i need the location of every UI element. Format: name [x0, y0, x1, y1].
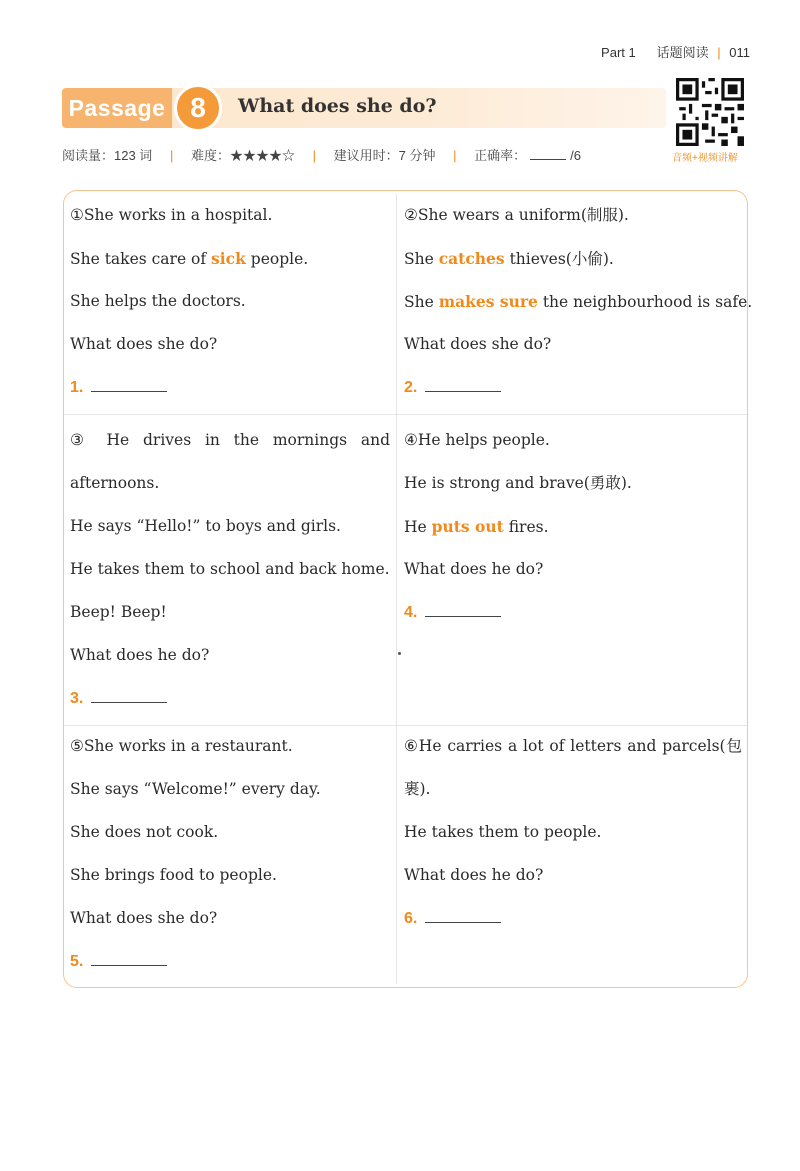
sentence-line: ④He helps people. [404, 431, 550, 449]
sentence-line: What does she do? [404, 335, 552, 353]
section-label: 话题阅读 [656, 45, 709, 60]
word-count: 阅读量：123 词 [62, 148, 153, 163]
page-header [601, 42, 750, 61]
answer-blank[interactable] [91, 391, 167, 392]
sentence-line: What does he do? [70, 646, 210, 664]
part-label: Part 1 [601, 45, 636, 60]
question-number: 1. [70, 379, 84, 396]
sentence-line: He takes them to people. [404, 823, 602, 841]
question-number: 5. [70, 953, 84, 970]
answer-row [404, 897, 742, 940]
answer-row [70, 366, 392, 409]
answer-row [404, 591, 742, 634]
sentence-text: people. [245, 250, 309, 268]
sentence-line [70, 237, 392, 280]
sentence-line: ③ He drives in the mornings and [70, 431, 390, 449]
sentence-line: She says “Welcome!” every day. [70, 780, 321, 798]
passage-number-badge: 8 [174, 84, 222, 132]
sentence-text: fires. [503, 518, 549, 536]
sentence-line: ①She works in a hospital. [70, 206, 273, 224]
sentence-line: He is strong and brave(勇敢). [404, 474, 632, 492]
sentence-text: He [404, 518, 432, 536]
sentence-line: She does not cook. [70, 823, 219, 841]
sentence-line: ⑤She works in a restaurant. [70, 737, 293, 755]
sentence-text: She takes care of [70, 250, 212, 268]
answer-blank[interactable] [425, 922, 501, 923]
difficulty-stars: ★★★★☆ [229, 148, 295, 163]
answer-row [404, 366, 742, 409]
stray-mark [398, 652, 401, 655]
highlighted-phrase: sick [211, 249, 246, 268]
answer-blank[interactable] [425, 616, 501, 617]
sentence-text: thieves(小偷). [504, 250, 614, 268]
sentence-line [404, 237, 742, 280]
sentence-line [404, 280, 753, 323]
answer-row [70, 677, 390, 720]
sentence-line [404, 505, 742, 548]
sentence-line: What does he do? [404, 866, 544, 884]
sentence-line: ②She wears a uniform(制服). [404, 206, 629, 224]
highlighted-phrase: catches [438, 249, 505, 268]
row-divider [64, 414, 747, 415]
question-number: 6. [404, 910, 418, 927]
item-cell-4 [404, 419, 742, 634]
passage-tag: Passage [62, 88, 172, 128]
page-number: 011 [729, 45, 750, 60]
sentence-line: She brings food to people. [70, 866, 277, 884]
suggested-time: 建议用时：7 分钟 [333, 148, 436, 163]
sentence-line: What does he do? [404, 560, 544, 578]
answer-blank[interactable] [425, 391, 501, 392]
sentence-line: ⑥He carries a lot of letters and parcels(包 [404, 737, 742, 755]
header-separator [644, 45, 648, 60]
sentence-line: He takes them to school and back home. [70, 560, 390, 578]
sentence-line: What does she do? [70, 909, 218, 927]
question-number: 3. [70, 690, 84, 707]
qr-caption: 音频+视频讲解 [672, 153, 738, 164]
sentence-text: She [404, 250, 439, 268]
highlighted-phrase: makes sure [438, 292, 538, 311]
column-divider [396, 194, 397, 984]
sentence-line: What does she do? [70, 335, 218, 353]
question-number: 2. [404, 379, 418, 396]
sentence-line: 裹). [404, 780, 431, 798]
sentence-line: afternoons. [70, 474, 160, 492]
accuracy-blank[interactable] [530, 159, 566, 160]
header-separator: | [717, 45, 721, 60]
item-cell-5 [70, 725, 392, 983]
answer-blank[interactable] [91, 965, 167, 966]
sentence-text: She [404, 293, 439, 311]
item-cell-2 [404, 194, 753, 409]
difficulty-label: 难度： [190, 148, 230, 163]
item-cell-6 [404, 725, 742, 940]
sentence-line: She helps the doctors. [70, 292, 246, 310]
accuracy-total: /6 [570, 148, 581, 163]
answer-blank[interactable] [91, 702, 167, 703]
item-cell-1 [70, 194, 392, 409]
highlighted-phrase: puts out [431, 517, 504, 536]
accuracy-label: 正确率： [474, 148, 527, 163]
qr-code-icon[interactable] [676, 78, 744, 146]
question-number: 4. [404, 604, 418, 621]
sentence-line: He says “Hello!” to boys and girls. [70, 517, 341, 535]
sentence-line: Beep! Beep! [70, 603, 167, 621]
passage-title: What does she do? [238, 95, 437, 117]
answer-row [70, 940, 392, 983]
reading-meta: 阅读量：123 词 | 难度：★★★★☆ | 建议用时：7 分钟 | 正确率： /6 [62, 148, 581, 163]
sentence-text: the neighbourhood is safe. [537, 293, 753, 311]
item-cell-3 [70, 419, 390, 720]
